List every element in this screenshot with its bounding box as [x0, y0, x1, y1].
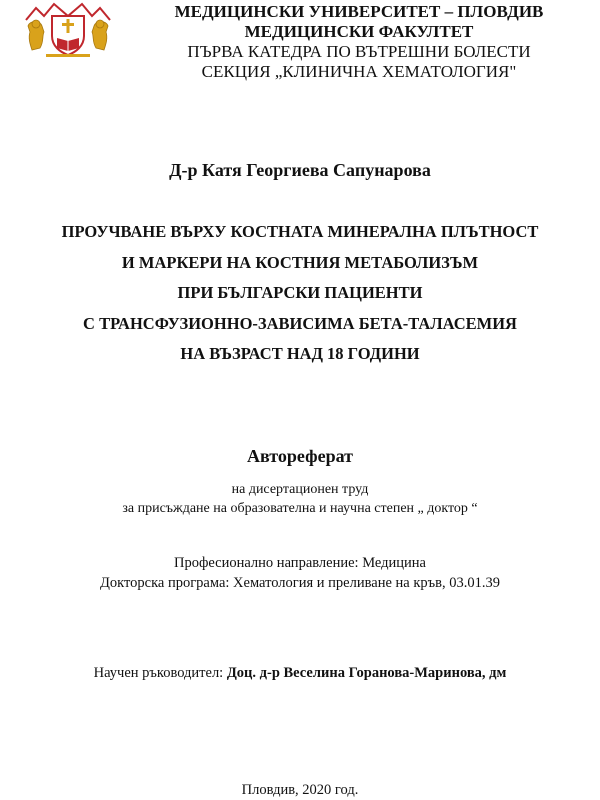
title-line: НА ВЪЗРАСТ НАД 18 ГОДИНИ: [180, 344, 420, 363]
institution-header: [118, 2, 600, 82]
subtitle-line: за присъждане на образователна и научна степен „ доктор “: [122, 501, 478, 516]
title-line: И МАРКЕРИ НА КОСТНИЯ МЕТАБОЛИЗЪМ: [121, 252, 479, 272]
section-name: СЕКЦИЯ „КЛИНИЧНА ХЕМАТОЛОГИЯ": [201, 62, 517, 81]
supervisor-label: Научен ръководител:: [93, 665, 227, 681]
subtitle-line: на дисертационен труд: [231, 482, 369, 497]
department-name: ПЪРВА КАТЕДРА ПО ВЪТРЕШНИ БОЛЕСТИ: [187, 42, 531, 61]
title-line: ПРИ БЪЛГАРСКИ ПАЦИЕНТИ: [177, 283, 423, 302]
university-name: МЕДИЦИНСКИ УНИВЕРСИТЕТ – ПЛОВДИВ: [174, 2, 544, 21]
title-line: ПРОУЧВАНЕ ВЪРХУ КОСТНАТА МИНЕРАЛНА ПЛЪТНОСТ: [61, 222, 539, 241]
doctoral-program: Докторска програма: Хематология и преливане на кръв, 03.01.39: [100, 575, 500, 591]
university-crest-icon: [22, 2, 114, 58]
supervisor-name: Доц. д-р Веселина Горанова-Маринова, дм: [226, 665, 507, 681]
professional-direction: Професионално направление: Медицина: [174, 555, 426, 571]
author-name: Д-р Катя Георгиева Сапунарова: [169, 160, 431, 180]
place-and-year: Пловдив, 2020 год.: [241, 782, 359, 798]
faculty-name: МЕДИЦИНСКИ ФАКУЛТЕТ: [244, 22, 474, 41]
professional-info: [0, 553, 600, 593]
title-line: С ТРАНСФУЗИОННО-ЗАВИСИМА БЕТА-ТАЛАСЕМИЯ: [83, 313, 517, 333]
degree-subtitle: [0, 480, 600, 518]
thesis-title: [0, 217, 600, 370]
supervisor-line: [0, 665, 600, 682]
document-type: Автореферат: [247, 446, 353, 466]
